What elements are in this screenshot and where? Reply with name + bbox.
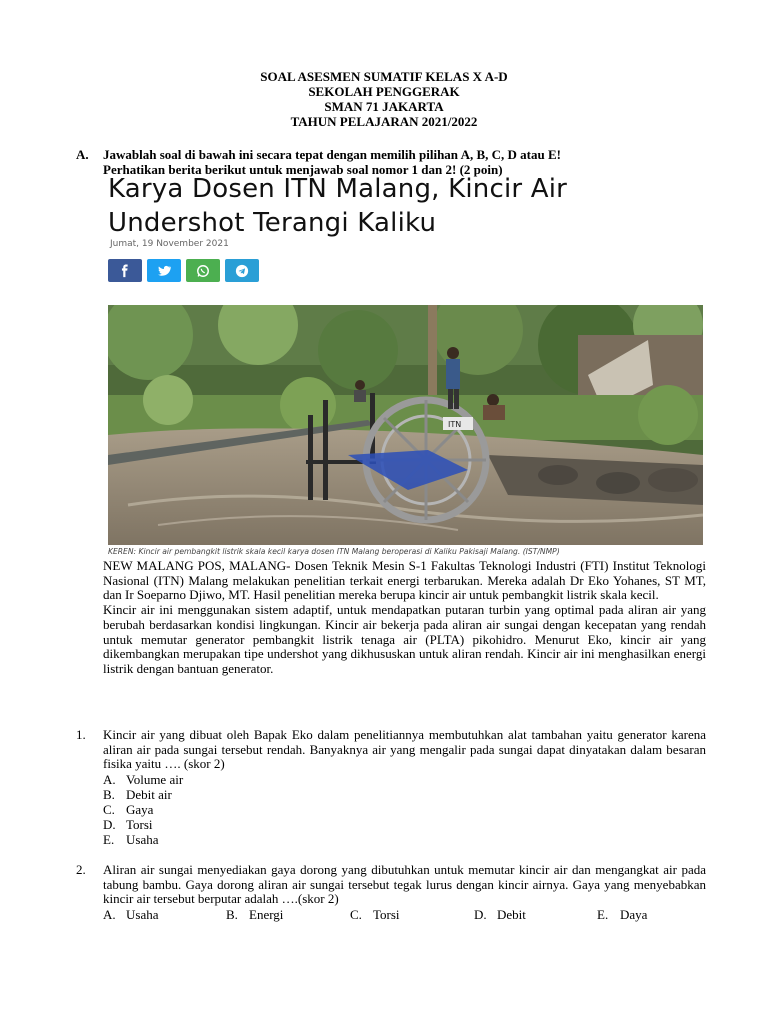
news-date: Jumat, 19 November 2021 (110, 239, 229, 249)
question-stem: Kincir air yang dibuat oleh Bapak Eko dalam penelitiannya membutuhkan alat tambahan yaitu generator karena aliran air pada sungai tersebut rendah. Banyaknya air yang mengalir pada sungai dapat dinyatakan dalam besaran fisika yaitu …. (skor 2) (103, 727, 706, 772)
instruction-main: Jawablah soal di bawah ini secara tepat dengan memilih pilihan A, B, C, D atau E! (103, 147, 561, 162)
q1-option-b[interactable] (103, 788, 172, 803)
option-text: Debit air (126, 787, 172, 802)
exam-title: SOAL ASESMEN SUMATIF KELAS X A-D (260, 69, 508, 84)
option-text: Gaya (126, 802, 154, 817)
option-text: Usaha (126, 832, 159, 847)
section-a-label: A. (76, 147, 89, 162)
q2-option-e[interactable] (597, 908, 647, 923)
water-wheel-photo (108, 305, 703, 545)
news-headline-line1: Karya Dosen ITN Malang, Kincir Air (108, 174, 568, 204)
photo-caption: KEREN: Kincir air pembangkit listrik skala kecil karya dosen ITN Malang beroperasi di Kaliku Pakisaji Malang. (IST/NMP) (108, 547, 560, 556)
telegram-share-button[interactable] (225, 259, 259, 282)
option-letter: C. (350, 907, 362, 922)
option-text: Torsi (373, 907, 400, 922)
option-letter: B. (226, 907, 238, 922)
q2-option-b[interactable] (226, 908, 283, 923)
news-photo (108, 305, 703, 545)
whatsapp-icon (196, 264, 210, 278)
school-name: SMAN 71 JAKARTA (324, 99, 444, 114)
option-letter: B. (103, 787, 115, 802)
whatsapp-share-button[interactable] (186, 259, 220, 282)
q2-option-c[interactable] (350, 908, 400, 923)
option-letter: C. (103, 802, 115, 817)
option-letter: E. (103, 832, 115, 847)
facebook-share-button[interactable] (108, 259, 142, 282)
option-letter: D. (474, 907, 487, 922)
question-number: 2. (76, 862, 86, 877)
option-letter: A. (103, 907, 116, 922)
option-text: Torsi (126, 817, 153, 832)
photo-wheel-label: ITN (448, 420, 462, 429)
q1-option-e[interactable] (103, 833, 159, 848)
twitter-icon (157, 264, 171, 278)
q1-option-c[interactable] (103, 803, 153, 818)
question-stem: Aliran air sungai menyediakan gaya dorong yang dibutuhkan untuk memutar kincir air dan mengangkat air pada tabung bambu. Gaya dorong aliran air sungai tersebut tegak lurus dengan kincir airnya. Gaya yang menyebabkan kincir air tersebut berputar adalah ….(skor 2) (103, 862, 706, 907)
option-text: Energi (249, 907, 284, 922)
option-text: Usaha (126, 907, 159, 922)
instruction-news: Perhatikan berita berikut untuk menjawab soal nomor 1 dan 2! (2 poin) (103, 161, 503, 177)
academic-year: TAHUN PELAJARAN 2021/2022 (290, 114, 478, 129)
facebook-icon (118, 264, 132, 278)
school-type: SEKOLAH PENGGERAK (308, 84, 460, 99)
option-letter: D. (103, 817, 116, 832)
q2-option-d[interactable] (474, 908, 526, 923)
twitter-share-button[interactable] (147, 259, 181, 282)
option-letter: E. (597, 907, 609, 922)
news-paragraph-2: Kincir air ini menggunakan sistem adaptif, untuk mendapatkan putaran turbin yang optimal pada aliran air yang berubah berdasarkan kondisi lingkungan. Kincir air bekerja pada aliran air sungai dengan kecepatan yang rendah untuk memutar generator pembangkit listrik tenaga air (PLTA) pikohidro. Menurut Eko, kincir air yang dikembangkan merupakan tipe undershot yang dikhususkan untuk aliran rendah. Kincir air ini menghasilkan energi listrik dengan bantuan generator. (103, 602, 706, 676)
q2-option-a[interactable] (103, 908, 159, 923)
option-text: Volume air (126, 772, 184, 787)
q1-option-a[interactable] (103, 773, 183, 788)
option-text: Debit (497, 907, 526, 922)
question-number: 1. (76, 727, 86, 742)
q1-option-d[interactable] (103, 818, 153, 833)
news-paragraph-1: NEW MALANG POS, MALANG- Dosen Teknik Mesin S-1 Fakultas Teknologi Industri (FTI) Institut Teknologi Nasional (ITN) Malang melakukan penelitian terkait energi terbarukan. Mereka adalah Dr Eko Yohanes, ST MT, dan Ir Soeparno Djiwo, MT. Hasil penelitian mereka berupa kincir air untuk pembangkit listrik skala kecil. (103, 558, 706, 603)
telegram-icon (235, 264, 249, 278)
option-letter: A. (103, 772, 116, 787)
news-headline (108, 172, 708, 240)
news-headline-line2: Undershot Terangi Kaliku (108, 208, 437, 238)
news-body (103, 559, 706, 677)
option-text: Daya (620, 907, 648, 922)
